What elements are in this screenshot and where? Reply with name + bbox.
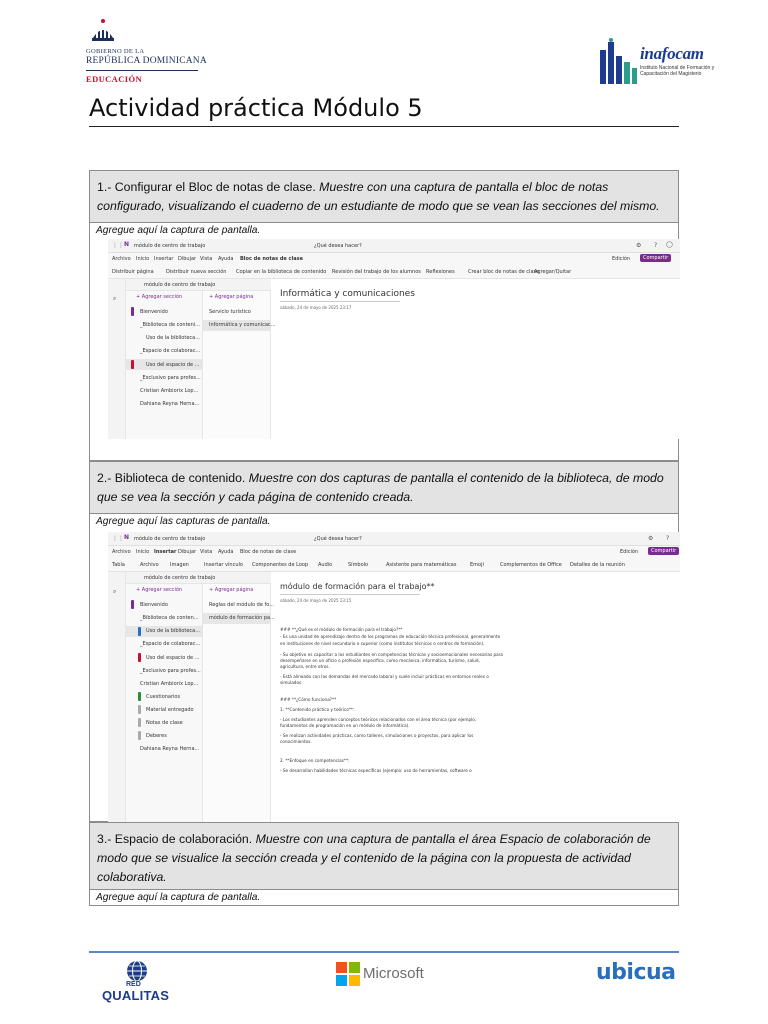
microsoft-squares-icon	[336, 962, 360, 986]
title-divider	[89, 126, 679, 127]
settings-icon[interactable]: ⚙	[636, 242, 642, 249]
menu-vista[interactable]: Vista	[200, 549, 213, 555]
ribbon-item[interactable]: Componentes de Loop	[252, 562, 309, 568]
ubicua-logo: ubicua	[596, 960, 676, 985]
section-1	[89, 170, 679, 461]
microsoft-logo	[336, 962, 432, 988]
section-item[interactable]: _Exclusivo para profes...	[140, 375, 201, 381]
body-line: 2. **Enfoque en competencias**:	[280, 758, 350, 763]
page-list	[203, 584, 275, 822]
body-line: en instituciones de nivel secundario o superior (como institutos técnicos o centros de formación).	[280, 641, 485, 646]
notebooks-rail	[108, 279, 126, 439]
ribbon-item[interactable]: Insertar vínculo	[204, 562, 243, 568]
help-icon[interactable]: ?	[654, 242, 658, 249]
notebook-header[interactable]	[126, 572, 271, 584]
section-item[interactable]: Cristian Ambiorix Lop...	[140, 681, 199, 687]
body-line: - Su objetivo es capacitar a los estudiantes en competencias técnicas y socioemocionales necesarias para	[280, 652, 503, 657]
coat-of-arms-icon	[90, 18, 116, 44]
add-section-button[interactable]: + Agregar sección	[136, 294, 183, 300]
ribbon-item[interactable]: Crear bloc de notas de clase	[468, 269, 540, 275]
question-instruction: Muestre con una captura de pantalla el área Espacio de colaboración de modo que se visualice la sección creada y el contenido de la página con la propuesta de actividad colaborativa.	[97, 832, 651, 884]
section-item[interactable]: Dahiana Reyna Herna...	[140, 746, 200, 752]
notebook-header[interactable]	[126, 279, 271, 291]
ribbon	[108, 265, 680, 279]
page-date: sábado, 24 de mayo de 2025 23:15	[280, 598, 352, 603]
page-item-selected[interactable]: módulo de formación pa...	[209, 615, 275, 621]
section-list	[126, 584, 203, 822]
page-title-heading[interactable]: módulo de formación para el trabajo**	[280, 582, 435, 591]
section-2	[89, 461, 679, 822]
gobierno-logo	[86, 18, 206, 84]
section-color-tab	[131, 307, 134, 316]
question-instruction: Muestre con dos capturas de pantalla el contenido de la biblioteca, de modo que se vea la sección y cada página de contenido creada.	[97, 471, 664, 504]
notebooks-rail	[108, 572, 126, 822]
ribbon-item[interactable]: Archivo	[140, 562, 159, 568]
menu-archivo[interactable]: Archivo	[112, 256, 131, 262]
onenote-icon: N	[124, 241, 130, 248]
ribbon-item[interactable]: Asistente para matemáticas	[386, 562, 457, 568]
section-item[interactable]: _Exclusivo para profes...	[140, 668, 201, 674]
section-item[interactable]: Uso del espacio de ...	[146, 655, 200, 661]
inafocam-bars-icon	[598, 38, 638, 84]
body-line: - Se desarrollan habilidades técnicas específicas (ejemplo: uso de herramientas, software o	[280, 768, 472, 773]
question-lead: 1.- Configurar el Bloc de notas de clase.	[97, 180, 316, 194]
body-line: desempeñarse en un oficio o profesión específica, como mecánica, informática, turismo, salud,	[280, 658, 480, 663]
body-line: conocimientos.	[280, 739, 312, 744]
help-icon[interactable]: ?	[666, 535, 670, 542]
question-cell-3	[89, 822, 679, 890]
ribbon-item[interactable]: Copiar en la biblioteca de contenido	[236, 269, 327, 275]
avatar[interactable]: ◯	[666, 241, 673, 248]
ribbon-item[interactable]: Revisión del trabajo de los alumnos	[332, 269, 421, 275]
menu-dibujar[interactable]: Dibujar	[178, 256, 197, 262]
edit-mode[interactable]: Edición	[620, 549, 639, 555]
app-title: módulo de centro de trabajo	[134, 243, 206, 249]
page-title: Actividad práctica Módulo 5	[89, 94, 423, 122]
question-lead: 2.- Biblioteca de contenido.	[97, 471, 246, 485]
section-item[interactable]: Notas de clase	[146, 720, 183, 726]
ribbon	[108, 558, 680, 572]
question-instruction: Muestre con una captura de pantalla el bloc de notas configurado, visualizando el cuaderno de un estudiante de modo que se vean las secciones del mismo.	[97, 180, 660, 213]
globe-icon	[126, 960, 148, 982]
menu-ayuda[interactable]: Ayuda	[218, 549, 234, 555]
inafocam-logo	[598, 32, 718, 86]
settings-icon[interactable]: ⚙	[648, 535, 654, 542]
body-line: agricultura, entre otros.	[280, 664, 330, 669]
section-color-tab	[138, 653, 141, 662]
section-item[interactable]: _Biblioteca de conteni...	[140, 322, 200, 328]
gov-line-3: EDUCACIÓN	[86, 74, 143, 84]
ribbon-item[interactable]: Detalles de la reunión	[570, 562, 625, 568]
ribbon-item[interactable]: Reflexiones	[426, 269, 455, 275]
add-page-button[interactable]: + Agregar página	[209, 587, 254, 593]
grid-icon: ⋮⋮	[112, 242, 124, 249]
section-item[interactable]: Dahiana Reyna Herna...	[140, 401, 200, 407]
gov-line-1: GOBIERNO DE LA	[86, 48, 145, 55]
menu-dibujar[interactable]: Dibujar	[178, 549, 197, 555]
page-list	[203, 291, 276, 439]
onenote-screenshot-1	[108, 239, 680, 439]
menu-ayuda[interactable]: Ayuda	[218, 256, 234, 262]
inafocam-name: inafocam	[640, 44, 704, 63]
page-date: sábado, 24 de mayo de 2025 23:17	[280, 305, 352, 310]
footer-divider	[89, 951, 679, 953]
red-qualitas-logo	[102, 960, 176, 1006]
section-item[interactable]: Bienvenido	[140, 309, 168, 315]
search-box[interactable]: ¿Qué desea hacer?	[314, 243, 362, 249]
section-item[interactable]: _Espacio de colaborac...	[140, 348, 201, 354]
page-item[interactable]: Servicio turístico	[209, 309, 251, 315]
inafocam-subtitle: Instituto Nacional de Formación y Capacitación del Magisterio	[640, 65, 715, 77]
title-underline	[280, 301, 400, 302]
question-cell-1	[89, 170, 679, 223]
body-line: 1. **Contenido práctico y teórico**:	[280, 707, 355, 712]
menu-archivo[interactable]: Archivo	[112, 549, 131, 555]
search-box[interactable]: ¿Qué desea hacer?	[314, 536, 362, 542]
section-item[interactable]: Deberes	[146, 733, 167, 739]
section-color-tab	[138, 627, 141, 636]
ribbon-item[interactable]: Distribuir página	[112, 269, 154, 275]
section-item[interactable]: Material entregado	[146, 707, 194, 713]
answer-cell-2[interactable]	[89, 514, 679, 822]
body-line: fundamentos de programación en un módulo de informática).	[280, 723, 410, 728]
ribbon-item[interactable]: Audio	[318, 562, 333, 568]
menu-inicio[interactable]: Inicio	[136, 549, 150, 555]
gov-line-2: REPÚBLICA DOMINICANA	[86, 56, 207, 66]
qualitas-red-label: RED	[126, 981, 141, 988]
section-item[interactable]: Cristian Ambiorix Lop...	[140, 388, 199, 394]
section-item[interactable]: Cuestionarios	[146, 694, 181, 700]
body-line: ### **¿Qué es el módulo de formación para el trabajo?**	[280, 627, 403, 632]
ribbon-item[interactable]: Símbolo	[348, 562, 369, 568]
section-item[interactable]: _Biblioteca de conten...	[140, 615, 199, 621]
share-button[interactable]: Compartir	[640, 254, 671, 262]
grid-icon: ⋮⋮	[112, 535, 124, 542]
notebook-name: módulo de centro de trabajo	[144, 282, 216, 288]
menu-bloc-notas-clase[interactable]: Bloc de notas de clase	[240, 256, 303, 262]
section-item-selected[interactable]: Uso de la biblioteca...	[146, 628, 200, 634]
section-item[interactable]: Uso de la biblioteca...	[146, 335, 200, 341]
answer-cell-1[interactable]	[89, 223, 679, 461]
title-underline	[280, 594, 420, 595]
section-item[interactable]: _Espacio de colaborac...	[140, 641, 201, 647]
ribbon-item[interactable]: Tabla	[112, 562, 125, 568]
onenote-screenshot-2	[108, 532, 680, 822]
app-title: módulo de centro de trabajo	[134, 536, 206, 542]
section-color-tab	[138, 731, 141, 740]
search-icon[interactable]: ⌕	[113, 588, 117, 595]
onenote-icon: N	[124, 534, 130, 541]
page-body[interactable]	[280, 626, 660, 774]
gov-divider	[86, 70, 198, 71]
menu-insertar[interactable]: Insertar	[154, 256, 174, 262]
section-color-tab	[138, 692, 141, 701]
section-item-selected[interactable]: Uso del espacio de ...	[146, 362, 200, 368]
answer-label: Agregue aquí la captura de pantalla.	[96, 892, 261, 903]
page-title-heading[interactable]: Informática y comunicaciones	[280, 289, 415, 299]
ribbon-item[interactable]: Agregar/Quitar	[534, 269, 572, 275]
edit-mode[interactable]: Edición	[612, 256, 631, 262]
section-color-tab	[131, 600, 134, 609]
page-item[interactable]: Reglas del módulo de fo...	[209, 602, 275, 608]
section-3	[89, 822, 679, 906]
menu-insertar[interactable]: Insertar	[154, 549, 177, 555]
menu-bar	[108, 253, 680, 265]
ribbon-item[interactable]: Emoji	[470, 562, 484, 568]
section-color-tab	[138, 705, 141, 714]
add-section-button[interactable]: + Agregar sección	[136, 587, 183, 593]
body-line: - Está alineado con las demandas del mercado laboral y suele incluir prácticas en entornos reales o	[280, 674, 489, 679]
microsoft-name: Microsoft	[363, 965, 424, 982]
body-line: ### **¿Cómo funciona?**	[280, 697, 337, 702]
title-bar	[108, 532, 680, 546]
ribbon-item[interactable]: Distribuir nueva sección	[166, 269, 227, 275]
notebook-name: módulo de centro de trabajo	[144, 575, 216, 581]
answer-label: Agregue aquí la captura de pantalla.	[96, 225, 261, 236]
qualitas-name: QUALITAS	[102, 988, 170, 1003]
share-button[interactable]: Compartir	[648, 547, 679, 555]
section-list	[126, 291, 203, 439]
section-color-tab	[138, 718, 141, 727]
menu-bloc-notas-clase[interactable]: Bloc de notas de clase	[240, 549, 297, 555]
section-color-tab	[131, 360, 134, 369]
answer-cell-3[interactable]	[89, 890, 679, 906]
body-line: - Es una unidad de aprendizaje dentro de los programas de educación técnica profesional, generalmente	[280, 634, 501, 639]
ribbon-item[interactable]: Imagen	[170, 562, 189, 568]
menu-bar	[108, 546, 680, 558]
question-cell-2	[89, 461, 679, 514]
search-icon[interactable]: ⌕	[113, 295, 117, 302]
body-line: - Los estudiantes aprenden conceptos teóricos relacionados con el área técnica (por ejemplo,	[280, 717, 477, 722]
answer-label: Agregue aquí las capturas de pantalla.	[96, 516, 271, 527]
body-line: - Se realizan actividades prácticas, como talleres, simulaciones o proyectos, para aplicar los	[280, 733, 474, 738]
menu-inicio[interactable]: Inicio	[136, 256, 150, 262]
menu-vista[interactable]: Vista	[200, 256, 213, 262]
title-bar	[108, 239, 680, 253]
question-lead: 3.- Espacio de colaboración.	[97, 832, 253, 846]
page-item-selected[interactable]: Informática y comunicac...	[209, 322, 276, 328]
ribbon-item[interactable]: Complementos de Office	[500, 562, 562, 568]
add-page-button[interactable]: + Agregar página	[209, 294, 254, 300]
section-item[interactable]: Bienvenido	[140, 602, 168, 608]
body-line: simulados.	[280, 680, 303, 685]
